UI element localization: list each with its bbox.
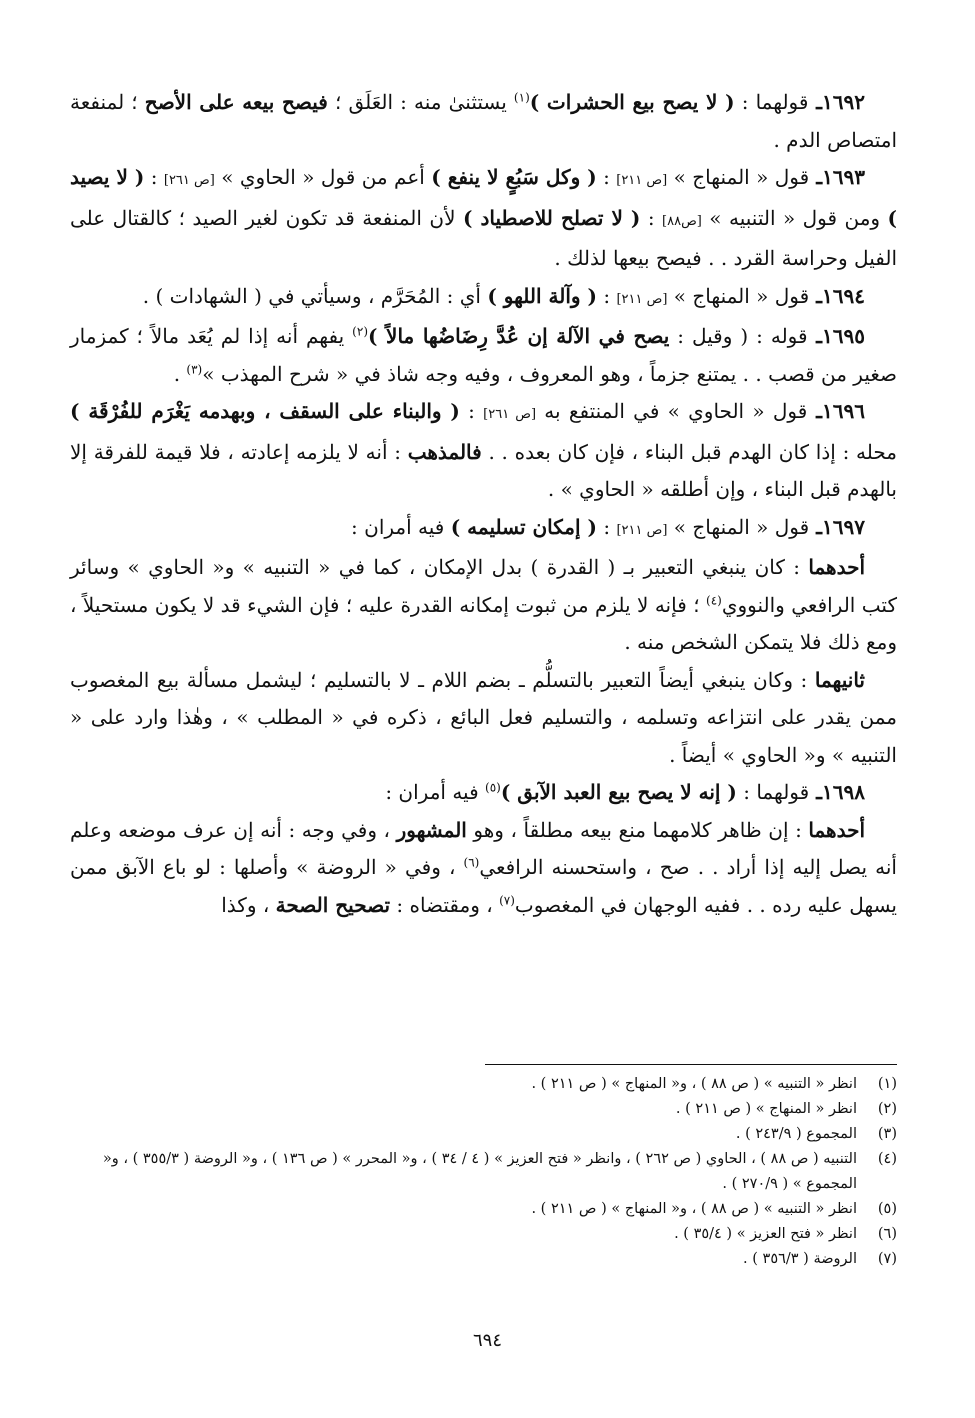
text-segment: ، وفي « الروضة » وأصلها : لو باع الآبق ممن يسهل عليه رده . . ففيه الوجهان في المغصوب — [70, 855, 897, 917]
text-segment: ، وكذا — [221, 892, 276, 917]
footnote-ref: (٦) — [463, 855, 480, 870]
text-segment: ؛ فإنه لا يلزم من ثبوت إمكانه القدرة عليه ؛ فإن الشيء قد لا يكون مستحيلاً ، ومع ذلك فلا يتمكن الشخص منه . — [70, 592, 897, 654]
text-segment: محله : إذا كان الهدم قبل البناء ، فإن كان بعده . . — [481, 439, 898, 464]
footnote-text: انظر « التنبيه » ( ص ٨٨ ) ، و« المنهاج » ( ص ٢١١ ) . — [531, 1076, 857, 1092]
footnote-ref: (٣) — [186, 361, 203, 376]
text-segment: ( إمكان تسليمه ) — [450, 514, 597, 539]
paragraph — [70, 549, 897, 662]
text-segment: [ص ٢٦١] — [163, 173, 215, 188]
footnote-ref: (١) — [513, 90, 530, 105]
footnote — [70, 1122, 897, 1147]
text-segment: قول « الحاوي » في المنتفع به — [536, 399, 808, 423]
text-segment: ، وفي وجه : أنه إن عرف موضعه وعلم أنه يصل إليه إذا أراد . . صح ، واستحسنه الرافعي — [70, 817, 897, 879]
text-segment: قول « المنهاج » — [667, 514, 810, 539]
text-segment: ١٦٩٦ـ — [807, 399, 865, 423]
footnote-ref: (٥) — [485, 780, 501, 795]
text-segment: ( وكل سَبُعٍ لا ينفع ) — [431, 165, 597, 189]
text-segment: قول « المنهاج » — [667, 283, 810, 308]
footnote-ref: (٧) — [499, 892, 515, 907]
text-segment: فيه أمران : — [351, 514, 451, 539]
footnote-number: (٦) — [877, 1226, 897, 1242]
footnote-number: (١) — [877, 1076, 897, 1092]
text-segment: : إن ظاهر كلامهما منع بيعه مطلقاً ، وهو — [466, 817, 809, 842]
text-segment: قوله : ( وقيل : — [669, 324, 808, 348]
text-segment: ( والبناء على السقف ، وبهدمه يَغْرَم للفُرْقَة ) — [70, 399, 460, 423]
text-segment: فيصح بيعه على الأصح — [144, 90, 328, 114]
text-segment: أي : المُحَرَّم ، وسيأتي في ( الشهادات ) . — [142, 283, 488, 308]
page-number: ٦٩٤ — [472, 1330, 502, 1351]
footnote-text: انظر « فتح العزيز » ( ٣٥/٤ ) . — [674, 1226, 857, 1242]
text-segment: فيه أمران : — [385, 780, 486, 804]
text-segment: أحدهما — [808, 555, 865, 579]
text-segment: ( لا تصلح للاصطياد ) — [462, 205, 641, 230]
text-segment: ؛ لمنفعة امتصاص الدم . — [70, 90, 897, 152]
footnote-text: المجموع ( ٢٤٣/٩ ) . — [735, 1126, 857, 1142]
footnote-text: انظر « التنبيه » ( ص ٨٨ ) ، و« المنهاج » ( ص ٢١١ ) . — [531, 1201, 857, 1217]
footnote-ref: (٤) — [706, 592, 722, 607]
text-segment: [ص ٢١١] — [616, 522, 668, 538]
paragraph — [70, 393, 897, 509]
footnote-number: (٥) — [877, 1201, 897, 1217]
main-text — [70, 84, 897, 924]
text-segment: ١٦٩٥ـ — [807, 324, 865, 348]
text-segment: [ص ٢١١] — [616, 173, 668, 188]
footnote — [70, 1247, 897, 1272]
text-segment: أعم من قول « الحاوي » — [214, 165, 432, 189]
footnote — [70, 1197, 897, 1222]
text-segment: يفهم أنه إذا لم يُعَد مالاً ؛ كمزمار صغير من قصب . . يمتنع جزماً ، وهو المعروف ، وفيه وجه شاذ في « شرح المهذب » — [70, 324, 897, 386]
text-segment: ، ومقتضاه : — [390, 892, 500, 917]
text-segment: : — [144, 165, 164, 189]
paragraph — [70, 84, 897, 159]
text-segment: : كان ينبغي التعبير بـ ( القدرة ) بدل الإمكان ، كما في « التنبيه » و« الحاوي » وسائر كتب الرافعي والنووي — [70, 555, 897, 617]
text-segment: المشهور — [396, 817, 467, 842]
text-segment: يستثنىٰ منه : العَلَق ؛ — [327, 90, 514, 114]
text-segment: [ص ٢١١] — [616, 291, 668, 307]
footnote-number: (٢) — [877, 1101, 897, 1117]
text-segment: ( وآلة اللهو ) — [487, 283, 597, 308]
text-segment: لأن المنفعة قد تكون لغير الصيد ؛ كالقتال على الفيل وحراسة القرد . . فيصح بيعها لذلك . — [70, 205, 897, 270]
text-segment: [ص ٢٦١] — [483, 407, 537, 422]
text-segment: تصحيح الصحة — [275, 892, 391, 917]
text-segment: : — [459, 399, 484, 423]
text-segment: ( لا يصيد ) — [70, 165, 898, 230]
text-segment: : — [597, 283, 617, 308]
footnote — [70, 1072, 897, 1097]
paragraph — [70, 509, 897, 550]
text-segment: [ص٨٨] — [662, 213, 702, 229]
paragraph — [70, 278, 897, 319]
text-segment: ومن قول « التنبيه » — [701, 205, 888, 230]
text-segment: : وكان ينبغي أيضاً التعبير بالتسلُّم ـ بضم اللام ـ لا بالتسليم ؛ ليشمل مسألة بيع المغصوب ممن يقدر على انتزاعه وتسلمه ، والتسليم فعل البائع ، ذكره في « المطلب » ، وهٰذا وارد على « التنبيه » و« الحاوي » أيضاً . — [70, 667, 897, 767]
footnote — [70, 1147, 897, 1197]
footnote-number: (٣) — [877, 1126, 897, 1142]
text-segment: يصح في الآلة إن عُدَّ رِضَاضُها مالاً ) — [368, 324, 670, 348]
text-segment: ١٦٩٤ـ — [809, 283, 865, 308]
text-segment: ١٦٩٢ـ — [808, 90, 865, 114]
text-segment: قولهما : — [736, 780, 810, 804]
footnote — [70, 1097, 897, 1122]
footnote-number: (٧) — [877, 1251, 897, 1267]
footnotes — [70, 1072, 897, 1272]
footnote-number: (٤) — [877, 1151, 897, 1167]
text-segment: قولهما : — [734, 90, 809, 114]
paragraph — [70, 662, 897, 775]
footnote-separator — [485, 1064, 897, 1065]
footnote-text: انظر « المنهاج » ( ص ٢١١ ) . — [675, 1101, 857, 1117]
paragraph — [70, 812, 897, 925]
text-segment: ١٦٩٧ـ — [809, 514, 865, 539]
footnote-ref: (٢) — [352, 324, 368, 339]
text-segment: قول « المنهاج » — [667, 165, 810, 189]
text-segment: ( إنه لا يصح بيع العبد الآبق ) — [500, 780, 737, 804]
text-segment: ثانيهما — [814, 667, 865, 692]
footnote-text: الروضة ( ٣٥٦/٣ ) . — [743, 1251, 857, 1267]
footnote-text: التنبيه ( ص ٨٨ ) ، الحاوي ( ص ٢٦٢ ) ، وانظر « فتح العزيز » ( ٤ / ٣٤ ) ، و« المحرر » ( ص ١٣٦ ) ، و« الروضة ( ٣٥٥/٣ ) ، و« المجموع » ( ٢٧٠/٩ ) . — [102, 1151, 857, 1192]
text-segment: فالمذهب — [407, 439, 482, 464]
paragraph — [70, 318, 897, 393]
text-segment: . — [173, 361, 187, 386]
text-segment: ١٦٩٣ـ — [809, 165, 866, 189]
paragraph — [70, 774, 897, 812]
text-segment: : — [640, 205, 663, 230]
text-segment: : أنه لا يلزمه إعادته ، فلا قيمة للفرقة إلا بالهدم قبل البناء ، وإن أطلقه « الحاوي » . — [70, 439, 897, 501]
text-segment: : — [596, 165, 617, 189]
footnote — [70, 1222, 897, 1247]
text-segment: ١٦٩٨ـ — [809, 780, 865, 804]
text-segment: ( لا يصح بيع الحشرات ) — [529, 90, 735, 114]
paragraph — [70, 159, 897, 278]
text-segment: : — [597, 514, 617, 539]
text-segment: أحدهما — [808, 817, 865, 842]
